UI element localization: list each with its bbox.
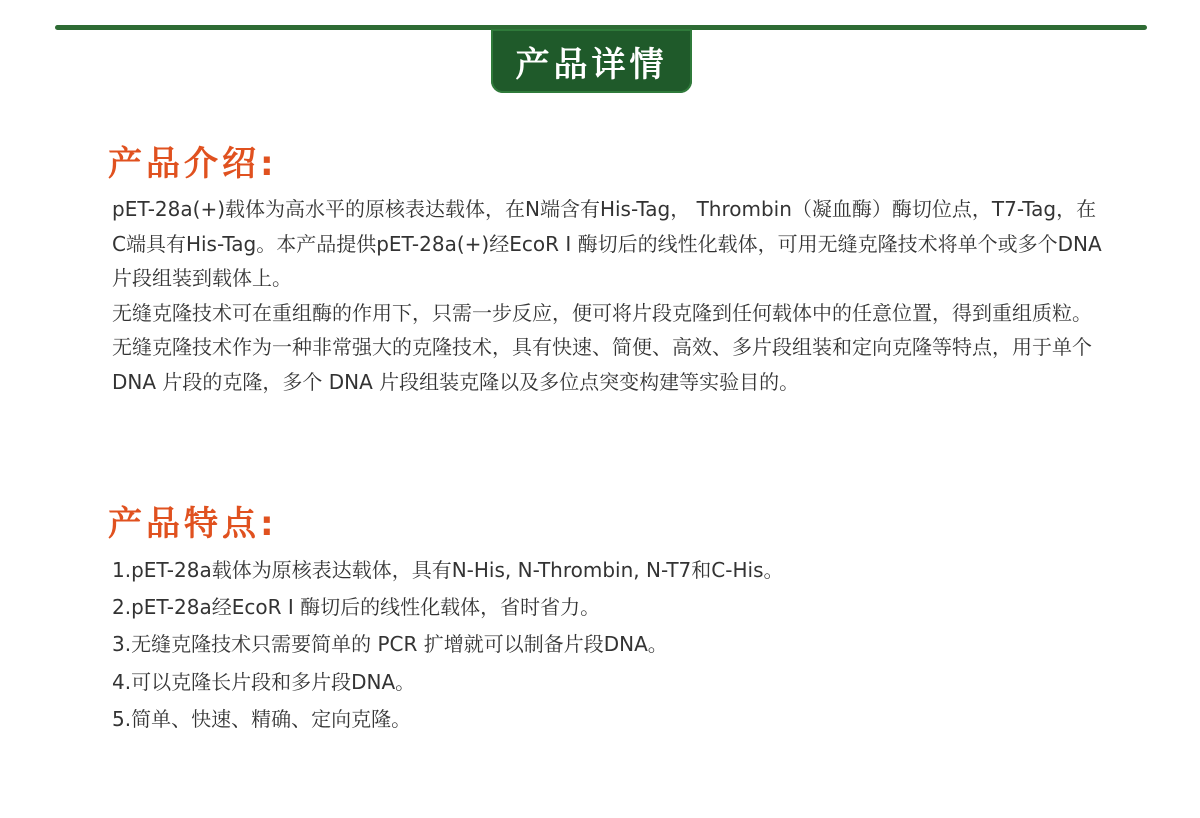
intro-heading: 产品介绍: [108, 144, 278, 184]
page-title: 产品详情 [491, 29, 692, 93]
features-heading: 产品特点: [108, 504, 278, 544]
intro-paragraph: 无缝克隆技术可在重组酶的作用下，只需一步反应，便可将片段克隆到任何载体中的任意位置，得到重组质粒。无缝克隆技术作为一种非常强大的克隆技术，具有快速、简便、高效、多片段组装和定向克隆等特点，用于单个 DNA 片段的克隆，多个 DNA 片段组装克隆以及多位点突变构建等实验目的。 [112, 300, 1092, 394]
feature-item: 2.pET-28a经EcoR I 酶切后的线性化载体，省时省力。 [112, 595, 601, 620]
feature-item: 1.pET-28a载体为原核表达载体，具有N-His, N-Thrombin, N-T7和C-His。 [112, 558, 784, 582]
features-list [112, 552, 1102, 738]
feature-item: 4.可以克隆长片段和多片段DNA。 [112, 669, 416, 694]
intro-paragraph: pET-28a(+)载体为高水平的原核表达载体，在N端含有His-Tag， Thrombin（凝血酶）酶切位点，T7-Tag，在C端具有His-Tag。本产品提供pET-28a(+)经EcoR I 酶切后的线性化载体，可用无缝克隆技术将单个或多个DNA片段组装到载体上。 [112, 197, 1102, 290]
intro-body [112, 192, 1102, 399]
feature-item: 3.无缝克隆技术只需要简单的 PCR 扩增就可以制备片段DNA。 [112, 632, 668, 657]
feature-item: 5.简单、快速、精确、定向克隆。 [112, 706, 412, 731]
